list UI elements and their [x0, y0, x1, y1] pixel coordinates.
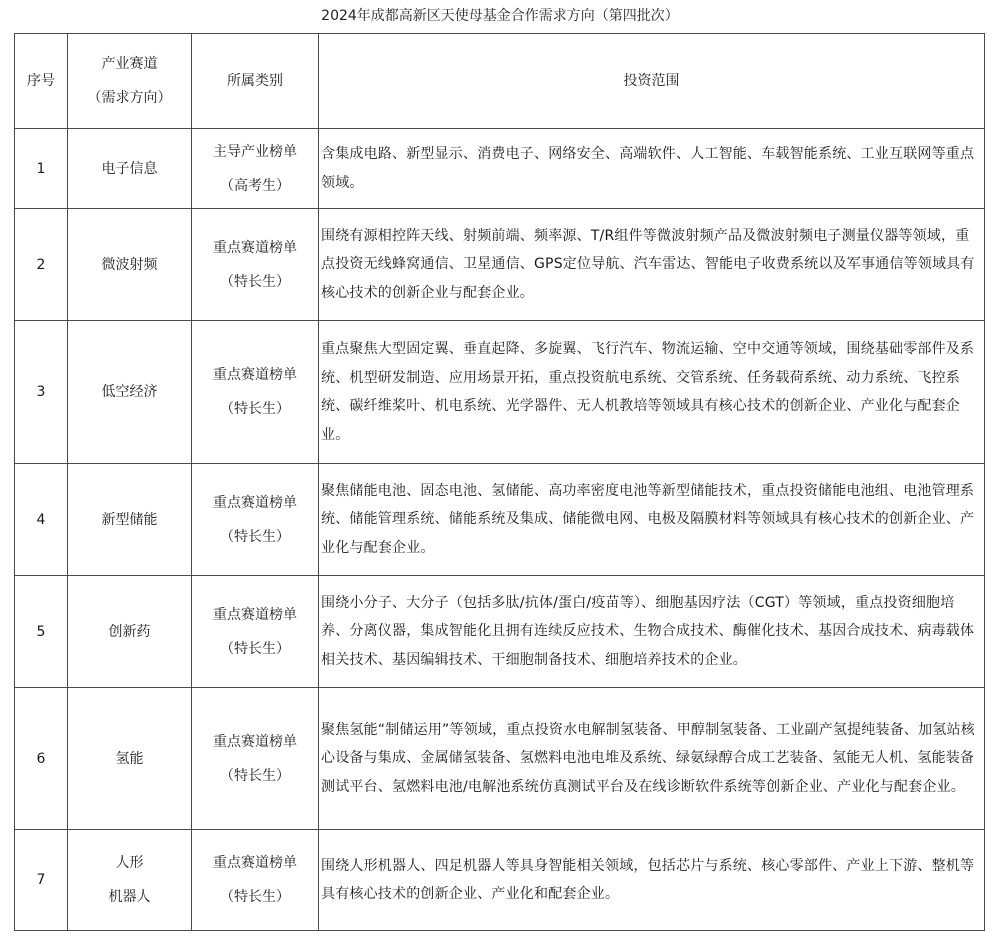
- row-category-line: 重点赛道榜单: [213, 606, 297, 623]
- table-row: [15, 321, 985, 464]
- row-category-line: （特长生）: [220, 640, 290, 657]
- table-row: [15, 688, 985, 830]
- row-category-line: 重点赛道榜单: [213, 733, 297, 750]
- header-category: 所属类别: [192, 34, 319, 129]
- table-header-row: [15, 34, 985, 129]
- row-track-line: 微波射频: [101, 256, 158, 273]
- row-scope: 聚焦氢能“制储运用”等领域，重点投资水电解制氢装备、甲醇制氢装备、工业副产氢提纯装备、加氢站核心设备与集成、金属储氢装备、氢燃料电池电堆及系统、绿氨绿醇合成工艺装备、氢能无人机、氢能装备测试平台、氢燃料电池/电解池系统仿真测试平台及在线诊断软件系统等创新企业、产业化与配套企业。: [319, 688, 985, 830]
- row-category-line: 主导产业榜单: [213, 143, 297, 160]
- row-seq: 5: [15, 576, 68, 688]
- row-category-line: （特长生）: [220, 889, 290, 905]
- row-scope: 围绕有源相控阵天线、射频前端、频率源、T/R组件等微波射频产品及微波射频电子测量仪器等领域，重点投资无线蜂窝通信、卫星通信、GPS定位导航、汽车雷达、智能电子收费系统以及军事通信等领域具有核心技术的创新企业与配套企业。: [319, 209, 985, 321]
- row-category: [192, 830, 319, 931]
- row-category-line: （特长生）: [220, 528, 290, 545]
- row-category-line: 重点赛道榜单: [213, 367, 297, 383]
- row-category: [192, 321, 319, 464]
- header-track-line1: 产业赛道: [101, 56, 158, 72]
- row-category: [192, 576, 319, 688]
- table-row: [15, 129, 985, 209]
- header-scope: 投资范围: [319, 34, 985, 129]
- row-scope: 围绕小分子、大分子（包括多肽/抗体/蛋白/疫苗等）、细胞基因疗法（CGT）等领域，重点投资细胞培养、分离仪器，集成智能化且拥有连续反应技术、生物合成技术、酶催化技术、基因合成技术、病毒载体相关技术、基因编辑技术、干细胞制备技术、细胞培养技术的企业。: [319, 576, 985, 688]
- table-row: [15, 209, 985, 321]
- row-track-line: 氢能: [115, 750, 144, 767]
- header-track-line2: （需求方向）: [87, 90, 172, 106]
- row-seq: 1: [15, 129, 68, 209]
- row-category: [192, 688, 319, 830]
- row-scope: 含集成电路、新型显示、消费电子、网络安全、高端软件、人工智能、车载智能系统、工业互联网等重点领域。: [319, 129, 985, 209]
- row-track-line: 机器人: [108, 889, 151, 905]
- header-seq: 序号: [15, 34, 68, 129]
- row-scope: 重点聚焦大型固定翼、垂直起降、多旋翼、飞行汽车、物流运输、空中交通等领域，围绕基础零部件及系统、机型研发制造、应用场景开拓，重点投资航电系统、交管系统、任务载荷系统、动力系统、飞控系统、碳纤维桨叶、机电系统、光学器件、无人机教培等领域具有核心技术的创新企业、产业化与配套企业。: [319, 321, 985, 464]
- page-title: 2024年成都高新区天使母基金合作需求方向（第四批次）: [321, 8, 679, 24]
- row-category-line: 重点赛道榜单: [213, 239, 297, 256]
- row-category-line: （特长生）: [220, 273, 290, 290]
- row-track-line: 创新药: [108, 623, 151, 640]
- row-category-line: 重点赛道榜单: [213, 494, 297, 511]
- header-track: [68, 34, 192, 129]
- row-track-line: 人形: [115, 855, 144, 871]
- row-scope: 聚焦储能电池、固态电池、氢储能、高功率密度电池等新型储能技术，重点投资储能电池组、电池管理系统、储能管理系统、储能系统及集成、储能微电网、电极及隔膜材料等领域具有核心技术的创新企业、产业化与配套企业。: [319, 464, 985, 576]
- row-seq: 7: [15, 830, 68, 931]
- table-row: [15, 464, 985, 576]
- row-seq: 6: [15, 688, 68, 830]
- row-category: [192, 209, 319, 321]
- fund-table: [14, 33, 985, 931]
- table-row: [15, 830, 985, 931]
- row-track: [68, 321, 192, 464]
- row-track-line: 新型储能: [101, 511, 158, 528]
- row-category-line: 重点赛道榜单: [213, 855, 297, 871]
- row-track: [68, 464, 192, 576]
- row-track: [68, 830, 192, 931]
- row-track: [68, 129, 192, 209]
- row-track: [68, 688, 192, 830]
- row-track: [68, 209, 192, 321]
- row-category-line: （特长生）: [220, 401, 290, 417]
- row-category-line: （高考生）: [220, 177, 290, 194]
- row-track-line: 电子信息: [101, 160, 158, 177]
- table-row: [15, 576, 985, 688]
- row-seq: 2: [15, 209, 68, 321]
- row-track-line: 低空经济: [101, 384, 158, 400]
- row-track: [68, 576, 192, 688]
- row-category: [192, 464, 319, 576]
- row-category-line: （特长生）: [220, 767, 290, 784]
- row-seq: 4: [15, 464, 68, 576]
- row-category: [192, 129, 319, 209]
- row-seq: 3: [15, 321, 68, 464]
- row-scope: 围绕人形机器人、四足机器人等具身智能相关领域，包括芯片与系统、核心零部件、产业上下游、整机等具有核心技术的创新企业、产业化和配套企业。: [319, 830, 985, 931]
